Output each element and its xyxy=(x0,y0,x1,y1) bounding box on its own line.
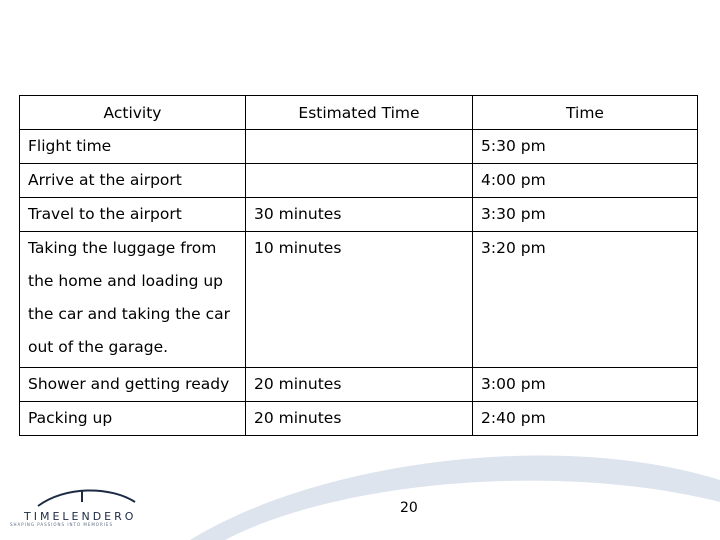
cell-activity: Flight time xyxy=(20,130,246,164)
table-row xyxy=(20,368,698,402)
table-row xyxy=(20,402,698,436)
logo-name: TIMELENDERO xyxy=(24,510,137,523)
cell-estimated-time: 20 minutes xyxy=(246,402,473,436)
table-row xyxy=(20,232,698,368)
cell-time: 5:30 pm xyxy=(473,130,698,164)
cell-estimated-time: 20 minutes xyxy=(246,368,473,402)
cell-estimated-time: 30 minutes xyxy=(246,198,473,232)
cell-time: 3:30 pm xyxy=(473,198,698,232)
cell-time: 2:40 pm xyxy=(473,402,698,436)
cell-activity: Packing up xyxy=(20,402,246,436)
cell-activity: Travel to the airport xyxy=(20,198,246,232)
schedule-table xyxy=(19,95,698,436)
header-time: Time xyxy=(473,96,698,130)
header-estimated-time: Estimated Time xyxy=(246,96,473,130)
cell-activity: Taking the luggage from the home and loading up the car and taking the car out of the garage. xyxy=(20,232,246,368)
logo-tagline: SHAPING PASSIONS INTO MEMORIES xyxy=(10,522,113,527)
table-row xyxy=(20,164,698,198)
table-header-row xyxy=(20,96,698,130)
cell-time: 3:00 pm xyxy=(473,368,698,402)
cell-estimated-time: 10 minutes xyxy=(246,232,473,368)
table-row xyxy=(20,130,698,164)
page-number: 20 xyxy=(400,500,418,516)
cell-activity: Arrive at the airport xyxy=(20,164,246,198)
header-activity: Activity xyxy=(20,96,246,130)
cell-time: 4:00 pm xyxy=(473,164,698,198)
cell-activity: Shower and getting ready xyxy=(20,368,246,402)
table-row xyxy=(20,198,698,232)
cell-estimated-time xyxy=(246,164,473,198)
cell-time: 3:20 pm xyxy=(473,232,698,368)
cell-estimated-time xyxy=(246,130,473,164)
